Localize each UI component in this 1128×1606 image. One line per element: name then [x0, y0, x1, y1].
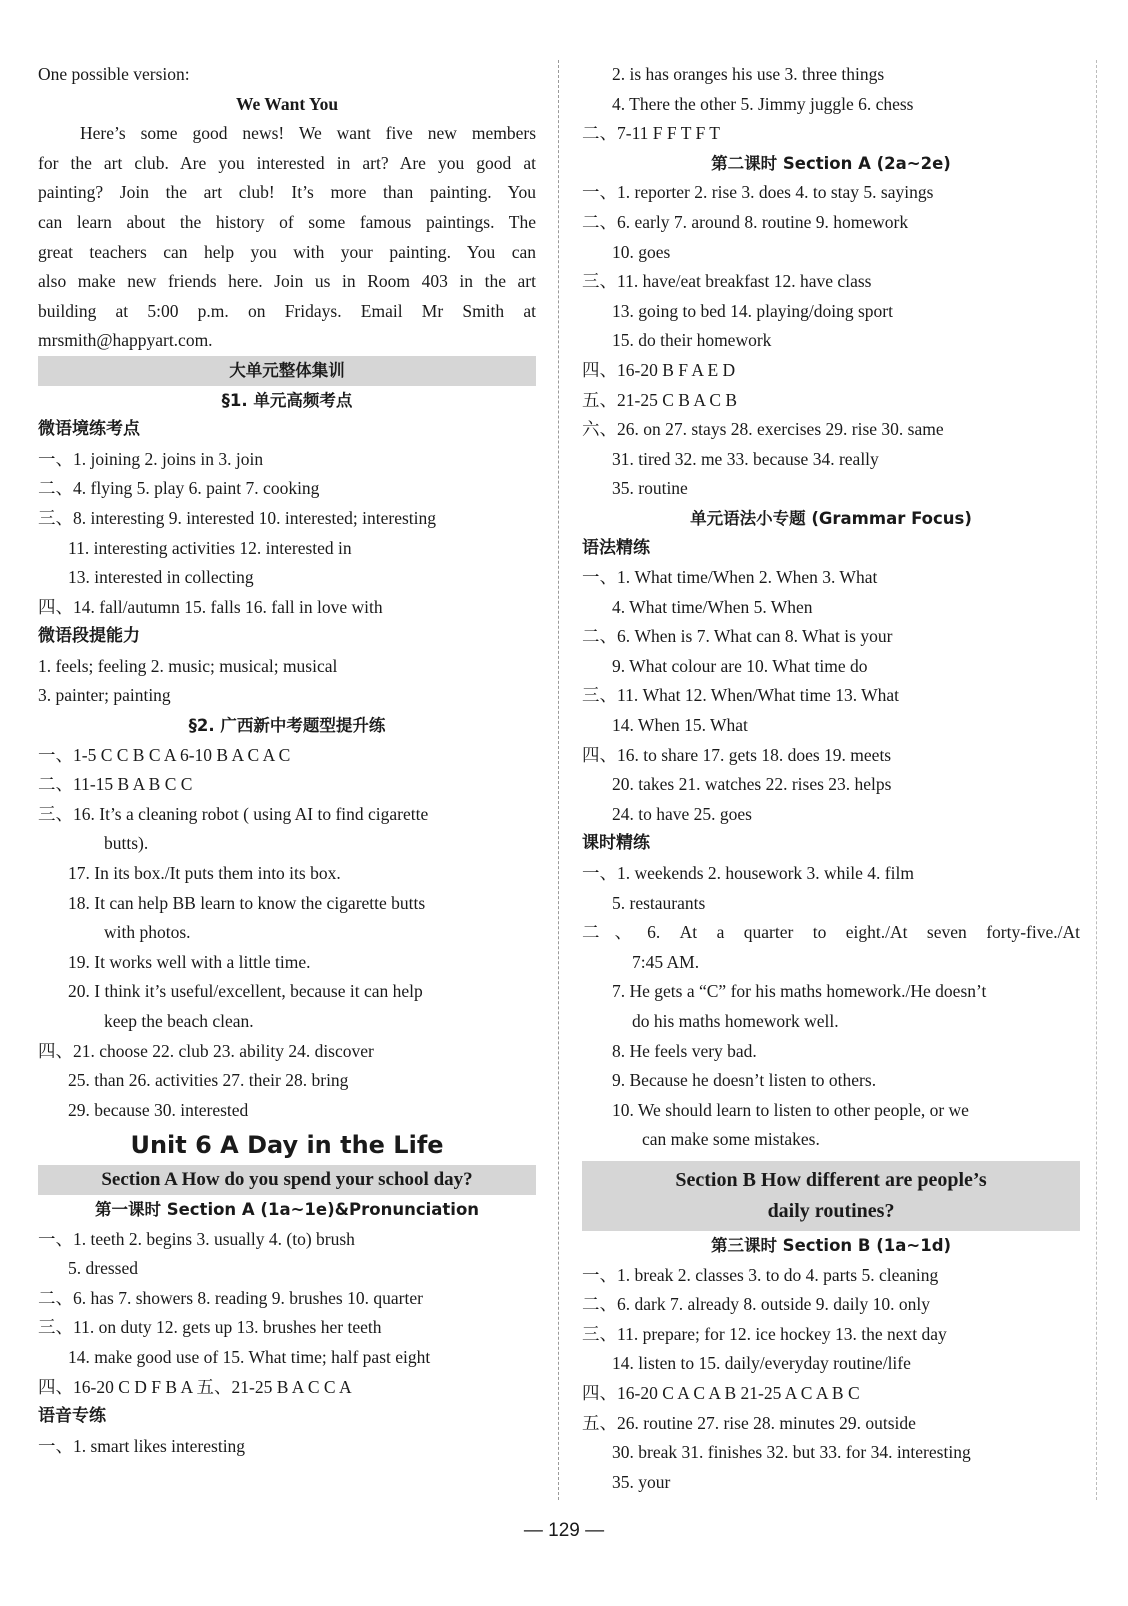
answer-line: 二、7-11 F F T F T	[582, 123, 720, 144]
answer-line: 五、26. routine 27. rise 28. minutes 29. outside	[582, 1412, 916, 1433]
answer-line: 20. I think it’s useful/excellent, because it can help	[68, 981, 423, 1002]
answer-line: 一、1-5 C C B C A 6-10 B A C A C	[38, 744, 291, 765]
answer-line: 一、1. weekends 2. housework 3. while 4. film	[582, 863, 914, 884]
answer-line: 29. because 30. interested	[68, 1099, 249, 1120]
answer-line: 31. tired 32. me 33. because 34. really	[612, 448, 879, 469]
answer-line: 25. than 26. activities 27. their 28. bring	[68, 1070, 349, 1091]
answer-line: 7:45 AM.	[632, 951, 700, 972]
answer-line: 13. interested in collecting	[68, 567, 254, 588]
answer-line: 五、21-25 C B A C B	[582, 389, 738, 410]
answer-line: 一、1. What time/When 2. When 3. What	[582, 567, 878, 588]
answer-line: 一、1. teeth 2. begins 3. usually 4. (to) brush	[38, 1228, 355, 1249]
answer-line: 13. going to bed 14. playing/doing sport	[612, 300, 893, 321]
essay-line: can learn about the history of some famous paintings. The	[38, 211, 536, 232]
answer-line: 四、14. fall/autumn 15. falls 16. fall in love with	[38, 596, 383, 617]
answer-line: 2. is has oranges his use 3. three things	[612, 64, 885, 84]
answer-line: 六、26. on 27. stays 28. exercises 29. rise 30. same	[582, 419, 944, 440]
essay-line: painting? Join the art club! It’s more than painting. You	[38, 182, 536, 203]
answer-line: keep the beach clean.	[104, 1011, 254, 1031]
lesson1-title: 第一课时 Section A (1a~1e)&Pronunciation	[94, 1199, 480, 1219]
answer-line: 11. interesting activities 12. interested in	[68, 537, 352, 558]
unit-review-band: 大单元整体集训	[38, 356, 536, 386]
answer-line: do his maths homework well.	[632, 1011, 839, 1031]
answer-line: 二、6. early 7. around 8. routine 9. homework	[582, 211, 909, 232]
answer-line: 4. What time/When 5. When	[612, 596, 813, 617]
answer-line: 14. listen to 15. daily/everyday routine/life	[612, 1353, 911, 1374]
answer-line: 四、16. to share 17. gets 18. does 19. meets	[582, 744, 892, 765]
answer-line: 9. What colour are 10. What time do	[612, 655, 868, 676]
essay-line: Here’s some good news! We want five new members	[80, 123, 536, 144]
answer-line: 1. feels; feeling 2. music; musical; musical	[38, 655, 338, 676]
answer-line: 三、8. interesting 9. interested 10. interested; interesting	[38, 507, 437, 528]
answer-line: 7. He gets a “C” for his maths homework./He doesn’t	[612, 981, 987, 1002]
answer-line: 三、11. What 12. When/What time 13. What	[582, 685, 900, 706]
answer-line: butts).	[104, 833, 149, 854]
left-column	[38, 60, 536, 1461]
intro-line: One possible version:	[38, 64, 190, 84]
answer-line: with photos.	[104, 922, 191, 943]
lesson3-title: 第三课时 Section B (1a~1d)	[710, 1235, 952, 1255]
answer-line: 14. make good use of 15. What time; half past eight	[68, 1346, 431, 1367]
answer-line: 一、1. reporter 2. rise 3. does 4. to stay 5. sayings	[582, 182, 934, 203]
answer-line: 35. your	[612, 1471, 671, 1492]
answer-line: 35. routine	[612, 478, 688, 499]
answer-line: 20. takes 21. watches 22. rises 23. helps	[612, 774, 892, 795]
essay-title: We Want You	[235, 93, 339, 114]
answer-line: 一、1. joining 2. joins in 3. join	[38, 448, 264, 469]
page-number	[0, 1520, 1128, 1542]
answer-line: 四、16-20 C A C A B 21-25 A C A B C	[582, 1382, 860, 1403]
lesson2-title: 第二课时 Section A (2a~2e)	[711, 153, 951, 173]
answer-line: 一、1. break 2. classes 3. to do 4. parts 5. cleaning	[582, 1264, 939, 1285]
answer-line: 二、6. dark 7. already 8. outside 9. daily 10. only	[582, 1294, 930, 1315]
answer-line: 二、4. flying 5. play 6. paint 7. cooking	[38, 478, 320, 499]
phonics-label: 语音专练	[38, 1406, 106, 1427]
answer-line: 四、16-20 C D F B A 五、21-25 B A C C A	[38, 1376, 352, 1397]
answer-line: can make some mistakes.	[642, 1129, 820, 1150]
section-b-band-line: Section B How different are people’s	[675, 1168, 987, 1191]
answer-line: 9. Because he doesn’t listen to others.	[612, 1070, 877, 1091]
answer-line: 四、16-20 B F A E D	[582, 359, 736, 380]
answer-line: 二、6. At a quarter to eight./At seven forty-five./At	[582, 922, 1080, 943]
answer-line: 三、11. on duty 12. gets up 13. brushes her teeth	[38, 1317, 382, 1338]
answer-line: 二、6. When is 7. What can 8. What is your	[582, 626, 893, 647]
section-b-band-line: daily routines?	[767, 1199, 895, 1222]
answer-line: 10. We should learn to listen to other people, or we	[612, 1099, 969, 1120]
page-number-text: — 129 —	[523, 1520, 605, 1541]
answer-line: 3. painter; painting	[38, 685, 171, 706]
answer-line: 二、6. has 7. showers 8. reading 9. brushes 10. quarter	[38, 1287, 423, 1308]
column-divider	[558, 60, 559, 1500]
grammar-subheading: 课时精练	[582, 833, 650, 854]
answer-line: 18. It can help BB learn to know the cigarette butts	[68, 892, 426, 913]
answer-line: 三、11. have/eat breakfast 12. have class	[582, 271, 872, 292]
section-a-band: Section A How do you spend your school day?	[38, 1165, 536, 1195]
answer-line: 30. break 31. finishes 32. but 33. for 34. interesting	[612, 1442, 971, 1463]
answer-line: 三、11. prepare; for 12. ice hockey 13. the next day	[582, 1323, 947, 1344]
right-column	[582, 60, 1080, 1497]
essay-line: for the art club. Are you interested in art? Are you good at	[38, 152, 536, 173]
answer-line: 17. In its box./It puts them into its box.	[68, 863, 341, 884]
answer-line: 4. There the other 5. Jimmy juggle 6. chess	[612, 93, 914, 114]
s2-title: §2. 广西新中考题型提升练	[188, 716, 386, 736]
answer-line: 二、11-15 B A B C C	[38, 774, 193, 795]
essay-line: mrsmith@happyart.com.	[38, 330, 213, 351]
answer-line: 四、21. choose 22. club 23. ability 24. discover	[38, 1040, 374, 1061]
grammar-subheading: 语法精练	[582, 537, 650, 558]
answer-line: 5. dressed	[68, 1258, 138, 1279]
answer-line: 15. do their homework	[612, 330, 772, 351]
grammar-title: 单元语法小专题 (Grammar Focus)	[690, 508, 972, 528]
essay-line: also make new friends here. Join us in Room 403 in the art	[38, 271, 536, 292]
answer-line: 19. It works well with a little time.	[68, 951, 311, 972]
s1-subheading: 微语段提能力	[38, 626, 140, 647]
page-edge-divider	[1096, 60, 1097, 1500]
essay-line: great teachers can help you with your painting. You can	[38, 241, 536, 262]
answer-line: 24. to have 25. goes	[612, 803, 752, 824]
answer-line: 三、16. It’s a cleaning robot ( using AI to find cigarette	[38, 803, 429, 824]
answer-line: 8. He feels very bad.	[612, 1040, 757, 1061]
answer-line: 5. restaurants	[612, 892, 706, 913]
answer-line: 10. goes	[612, 241, 671, 262]
s1-subheading: 微语境练考点	[38, 419, 140, 440]
answer-line: 一、1. smart likes interesting	[38, 1435, 246, 1456]
s1-title: §1. 单元高频考点	[221, 390, 353, 410]
answer-line: 14. When 15. What	[612, 715, 748, 736]
essay-line: building at 5:00 p.m. on Fridays. Email Mr Smith at	[38, 300, 536, 321]
unit-title: Unit 6 A Day in the Life	[130, 1131, 444, 1160]
section-b-band	[582, 1161, 1080, 1231]
